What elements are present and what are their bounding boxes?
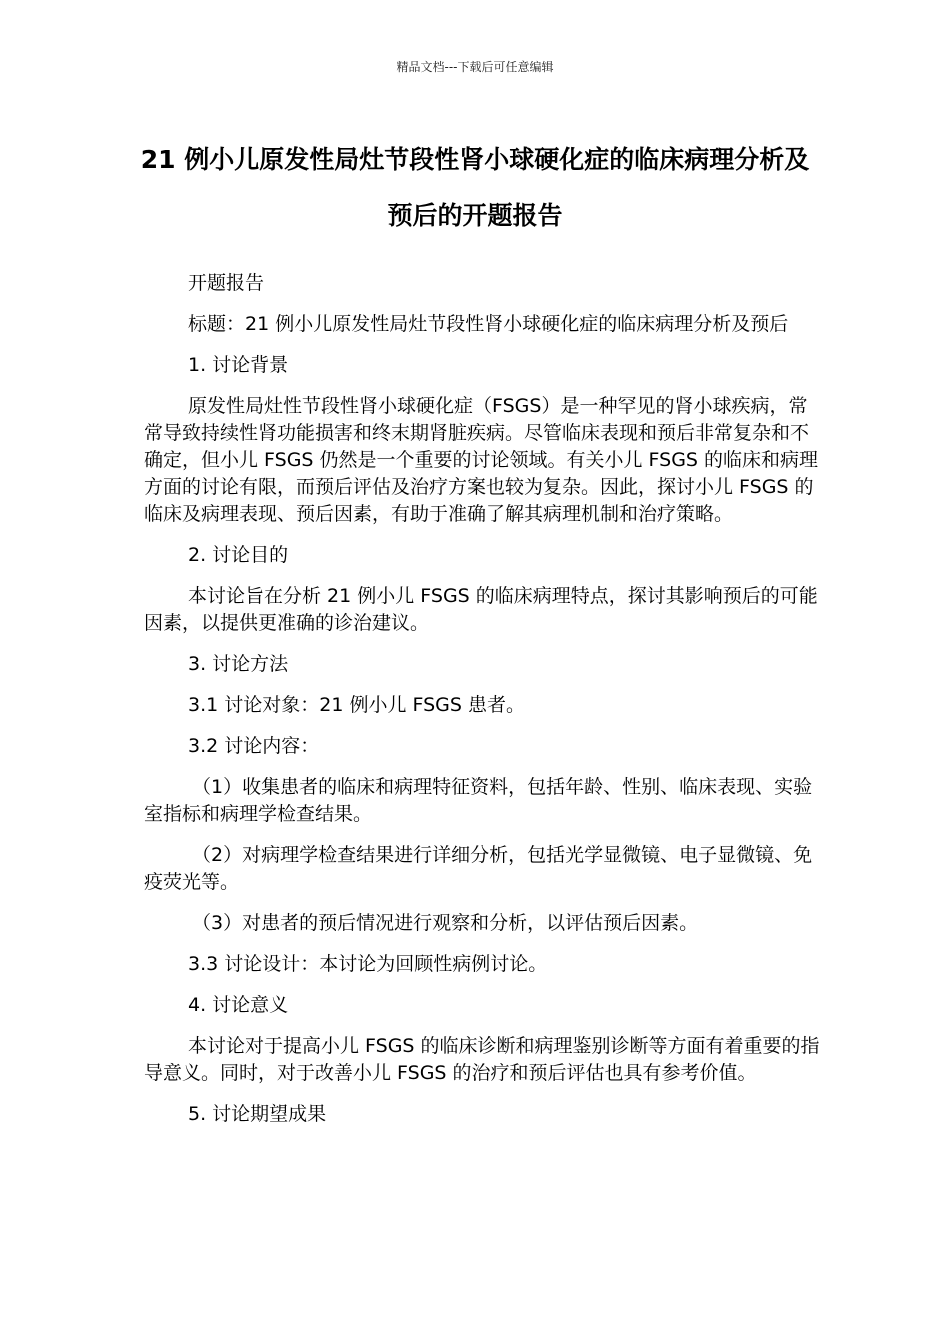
header-note: 精品文档---下载后可任意编辑 <box>396 60 554 74</box>
report-title-line: 标题：21 例小儿原发性局灶节段性肾小球硬化症的临床病理分析及预后 <box>188 313 789 335</box>
subsection-line: 3.1 讨论对象：21 例小儿 FSGS 患者。 <box>188 694 525 716</box>
document-body <box>144 270 824 1142</box>
subsection-line: 3.3 讨论设计：本讨论为回顾性病例讨论。 <box>188 953 548 975</box>
body-paragraph: 本讨论旨在分析 21 例小儿 FSGS 的临床病理特点，探讨其影响预后的可能因素，以提供更准确的诊治建议。 <box>144 585 818 634</box>
subsection-line: 3.2 讨论内容： <box>188 735 320 757</box>
list-item: （3）对患者的预后情况进行观察和分析，以评估预后因素。 <box>192 912 699 934</box>
section-heading: 4. 讨论意义 <box>188 994 289 1016</box>
document-title: 21 例小儿原发性局灶节段性肾小球硬化症的临床病理分析及预后的开题报告 <box>140 145 810 230</box>
list-item: （2）对病理学检查结果进行详细分析，包括光学显微镜、电子显微镜、免疫荧光等。 <box>144 844 813 893</box>
section-label: 开题报告 <box>188 272 265 294</box>
body-paragraph: 原发性局灶性节段性肾小球硬化症（FSGS）是一种罕见的肾小球疾病，常常导致持续性肾功能损害和终末期肾脏疾病。尽管临床表现和预后非常复杂和不确定，但小儿 FSGS 仍然是一个重要的讨论领域。有关小儿 FSGS 的临床和病理方面的讨论有限，而预后评估及治疗方案也较为复杂。因此，探讨小儿 FSGS 的临床及病理表现、预后因素，有助于准确了解其病理机制和治疗策略。 <box>144 395 819 525</box>
list-item: （1）收集患者的临床和病理特征资料，包括年龄、性别、临床表现、实验室指标和病理学检查结果。 <box>144 776 813 825</box>
section-heading: 5. 讨论期望成果 <box>188 1103 327 1125</box>
body-paragraph: 本讨论对于提高小儿 FSGS 的临床诊断和病理鉴别诊断等方面有着重要的指导意义。同时，对于改善小儿 FSGS 的治疗和预后评估也具有参考价值。 <box>144 1035 820 1084</box>
section-heading: 1. 讨论背景 <box>188 354 289 376</box>
section-heading: 3. 讨论方法 <box>188 653 289 675</box>
section-heading: 2. 讨论目的 <box>188 544 289 566</box>
